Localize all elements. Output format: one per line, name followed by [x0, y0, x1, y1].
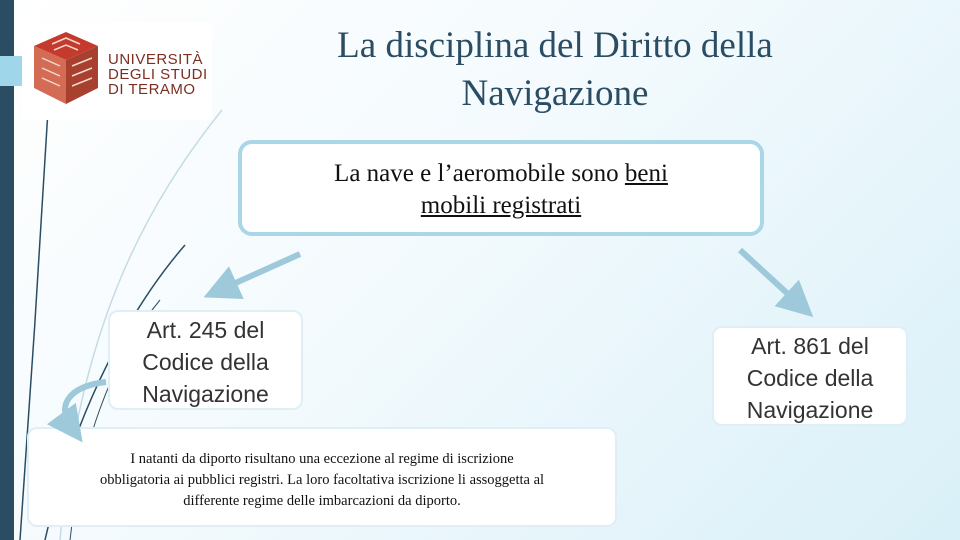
art-245-line-1: Art. 245 del [146, 317, 265, 343]
university-logo [22, 22, 212, 120]
note-line-1: I natanti da diporto risultano una eccezione al regime di iscrizione [130, 451, 514, 467]
art-861-line-3: Navigazione [746, 397, 874, 423]
main-statement-text: La nave e l’aeromobile sono [334, 160, 625, 187]
logo-line-1: UNIVERSITÀ [108, 51, 204, 68]
title-line-1: La disciplina del Diritto della [337, 25, 773, 66]
note-line-3: differente regime delle imbarcazioni da diporto. [183, 493, 461, 509]
art-245-line-2: Codice della [142, 349, 269, 375]
art-245-line-3: Navigazione [142, 381, 269, 407]
note-line-2: obbligatoria ai pubblici registri. La loro facoltativa iscrizione li assoggetta al [99, 472, 545, 488]
art-861-box [712, 326, 908, 426]
exception-note-box [27, 427, 617, 527]
main-statement-underlined-1: beni [624, 160, 668, 187]
art-861-line-1: Art. 861 del [751, 333, 869, 359]
logo-line-2: DEGLI STUDI [108, 66, 208, 83]
main-statement-box [238, 140, 764, 236]
university-name [108, 52, 208, 97]
art-245-box [108, 310, 303, 410]
title-line-2: Navigazione [461, 73, 649, 114]
art-861-line-2: Codice della [746, 365, 874, 391]
logo-line-3: DI TERAMO [108, 81, 196, 98]
university-cube-icon [32, 30, 100, 106]
slide-title [240, 22, 870, 118]
main-statement-underlined-2: mobili registrati [420, 192, 582, 219]
